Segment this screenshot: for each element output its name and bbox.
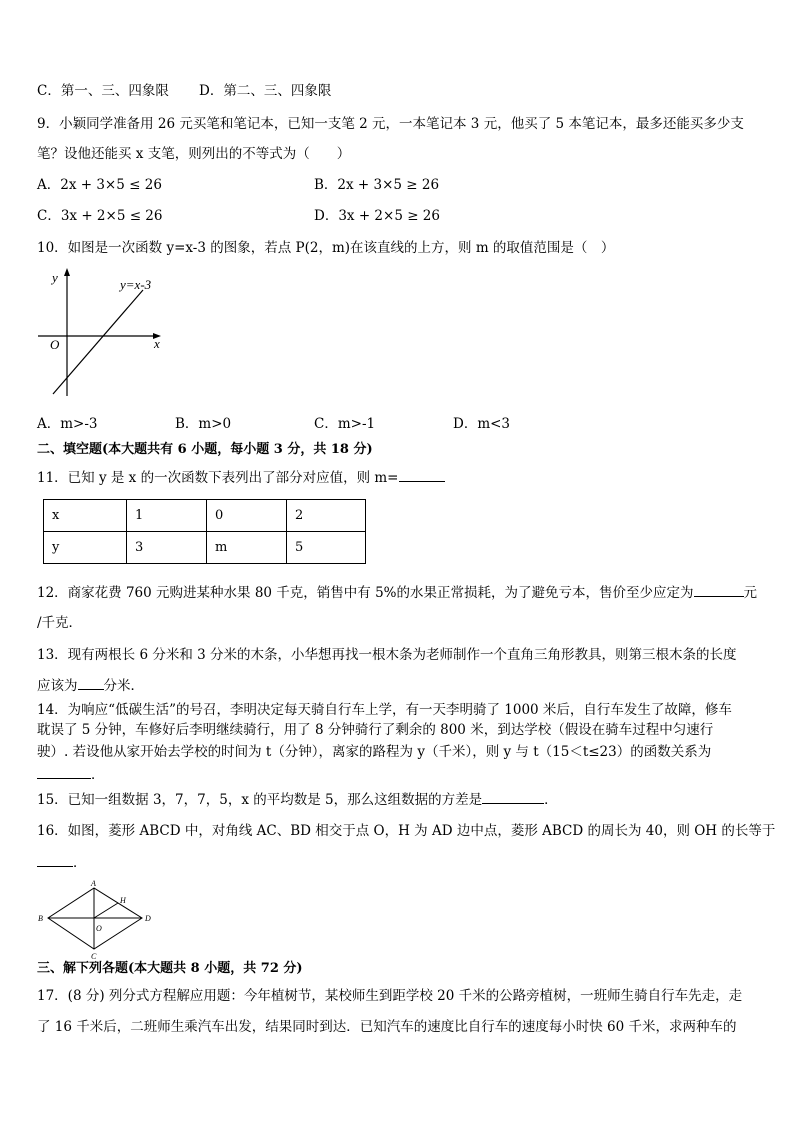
table-cell: 2 — [287, 500, 366, 532]
q11-blank — [399, 467, 445, 482]
q14-blank — [37, 764, 91, 779]
table-row — [44, 532, 366, 564]
q10-origin-label: O — [50, 337, 60, 352]
q12-blank — [694, 582, 744, 597]
section-2-heading: 二、填空题(本大题共有 6 小题，每小题 3 分，共 18 分) — [37, 442, 373, 457]
q12-stem-text: 12．商家花费 760 元购进某种水果 80 千克，销售中有 5%的水果正常损耗，为了避免亏本，售价至少应定为 — [37, 585, 694, 601]
section-3-heading: 三、解下列各题(本大题共 8 小题，共 72 分) — [37, 961, 303, 976]
q16-label-h: H — [120, 896, 126, 905]
q13-pre: 应该为 — [37, 678, 78, 694]
q10-option-a: A．m>-3 — [37, 416, 98, 432]
q16-stem-line2 — [37, 852, 87, 873]
q16-post: ． — [73, 855, 87, 871]
q14-stem-line1: 14．为响应“低碳生活”的号召，李明决定每天骑自行车上学，有一天李明骑了 1000 米后，自行车发生了故障，修车 — [37, 702, 732, 718]
q8-option-c: C．第一、三、四象限 — [37, 83, 169, 99]
table-cell: y — [44, 532, 127, 564]
q16-stem-line1: 16．如图，菱形 ABCD 中，对角线 AC、BD 相交于点 O，H 为 AD 边中点，菱形 ABCD 的周长为 40，则 OH 的长等于 — [37, 823, 776, 839]
q9-option-d: D．3x + 2×5 ≥ 26 — [314, 208, 440, 224]
q13-stem-line2 — [37, 675, 144, 696]
q16-blank — [37, 852, 73, 867]
q15-stem-text: 15．已知一组数据 3，7，7，5，x 的平均数是 5，那么这组数据的方差是 — [37, 792, 483, 808]
q10-y-label: y — [52, 270, 58, 285]
q9-option-b: B．2x + 3×5 ≥ 26 — [314, 177, 440, 193]
q9-option-c: C．3x + 2×5 ≤ 26 — [37, 208, 163, 224]
q16-label-a: A — [91, 879, 96, 888]
q12-unit: 元 — [743, 585, 757, 601]
q14-stem-line2: 耽误了 5 分钟，车修好后李明继续骑行，用了 8 分钟骑行了剩余的 800 米，到达学校（假设在骑车过程中匀速行 — [37, 722, 714, 738]
q12-stem-line2: /千克． — [37, 615, 83, 631]
q9-stem-line2: 笔？设他还能买 x 支笔，则列出的不等式为（ ） — [37, 146, 351, 162]
q12-stem-line1 — [37, 582, 757, 603]
q16-label-o: O — [96, 924, 102, 933]
table-cell: 5 — [287, 532, 366, 564]
q16-label-c: C — [91, 952, 97, 961]
table-cell: x — [44, 500, 127, 532]
table-cell: 3 — [127, 532, 207, 564]
q14-post: ． — [91, 767, 105, 783]
q14-stem-line3: 驶）. 若设他从家开始去学校的时间为 t（分钟），离家的路程为 y（千米），则 y 与 t（15＜t≤23）的函数关系为 — [37, 744, 712, 760]
q11-stem-text: 11．已知 y 是 x 的一次函数下表列出了部分对应值，则 m= — [37, 470, 399, 486]
table-row — [44, 500, 366, 532]
q10-line-label: y=x-3 — [120, 277, 152, 292]
q10-y-axis-arrow — [64, 268, 70, 276]
q13-stem-line1: 13．现有两根长 6 分米和 3 分米的木条，小华想再找一根木条为老师制作一个直角三角形教具，则第三根木条的长度 — [37, 647, 737, 663]
q16-rhombus-figure — [34, 880, 160, 960]
q10-stem: 10．如图是一次函数 y=x-3 的图象，若点 P(2，m)在该直线的上方，则 m 的取值范围是（ ） — [37, 240, 615, 256]
q8-option-d: D．第二、三、四象限 — [199, 83, 332, 99]
table-cell: 1 — [127, 500, 207, 532]
q16-label-d: D — [145, 914, 151, 923]
table-cell: 0 — [207, 500, 287, 532]
q10-option-d: D．m<3 — [453, 416, 511, 432]
q16-label-b: B — [38, 914, 43, 923]
q11-table — [43, 499, 366, 564]
q15-blank — [482, 789, 544, 804]
q16-segment-oh — [94, 903, 118, 918]
q17-stem-line1: 17．(8 分) 列分式方程解应用题：今年植树节，某校师生到距学校 20 千米的公路旁植树，一班师生骑自行车先走，走 — [37, 988, 743, 1004]
q9-stem-line1: 9．小颖同学准备用 26 元买笔和笔记本，已知一支笔 2 元，一本笔记本 3 元，他买了 5 本笔记本，最多还能买多少支 — [37, 116, 744, 132]
q9-option-a: A．2x + 3×5 ≤ 26 — [37, 177, 162, 193]
q13-blank — [78, 675, 104, 690]
q10-graph — [30, 266, 170, 400]
q14-stem-line4 — [37, 764, 105, 785]
q15-post: ． — [544, 792, 558, 808]
q10-option-b: B．m>0 — [175, 416, 232, 432]
q15-stem — [37, 789, 558, 810]
q10-x-label: x — [154, 336, 160, 351]
q17-stem-line2: 了 16 千米后，二班师生乘汽车出发，结果同时到达．已知汽车的速度比自行车的速度每小时快 60 千米，求两种车的 — [37, 1019, 737, 1035]
q10-option-c: C．m>-1 — [314, 416, 376, 432]
table-cell: m — [207, 532, 287, 564]
q13-post: 分米． — [103, 678, 144, 694]
q11-stem — [37, 467, 445, 488]
